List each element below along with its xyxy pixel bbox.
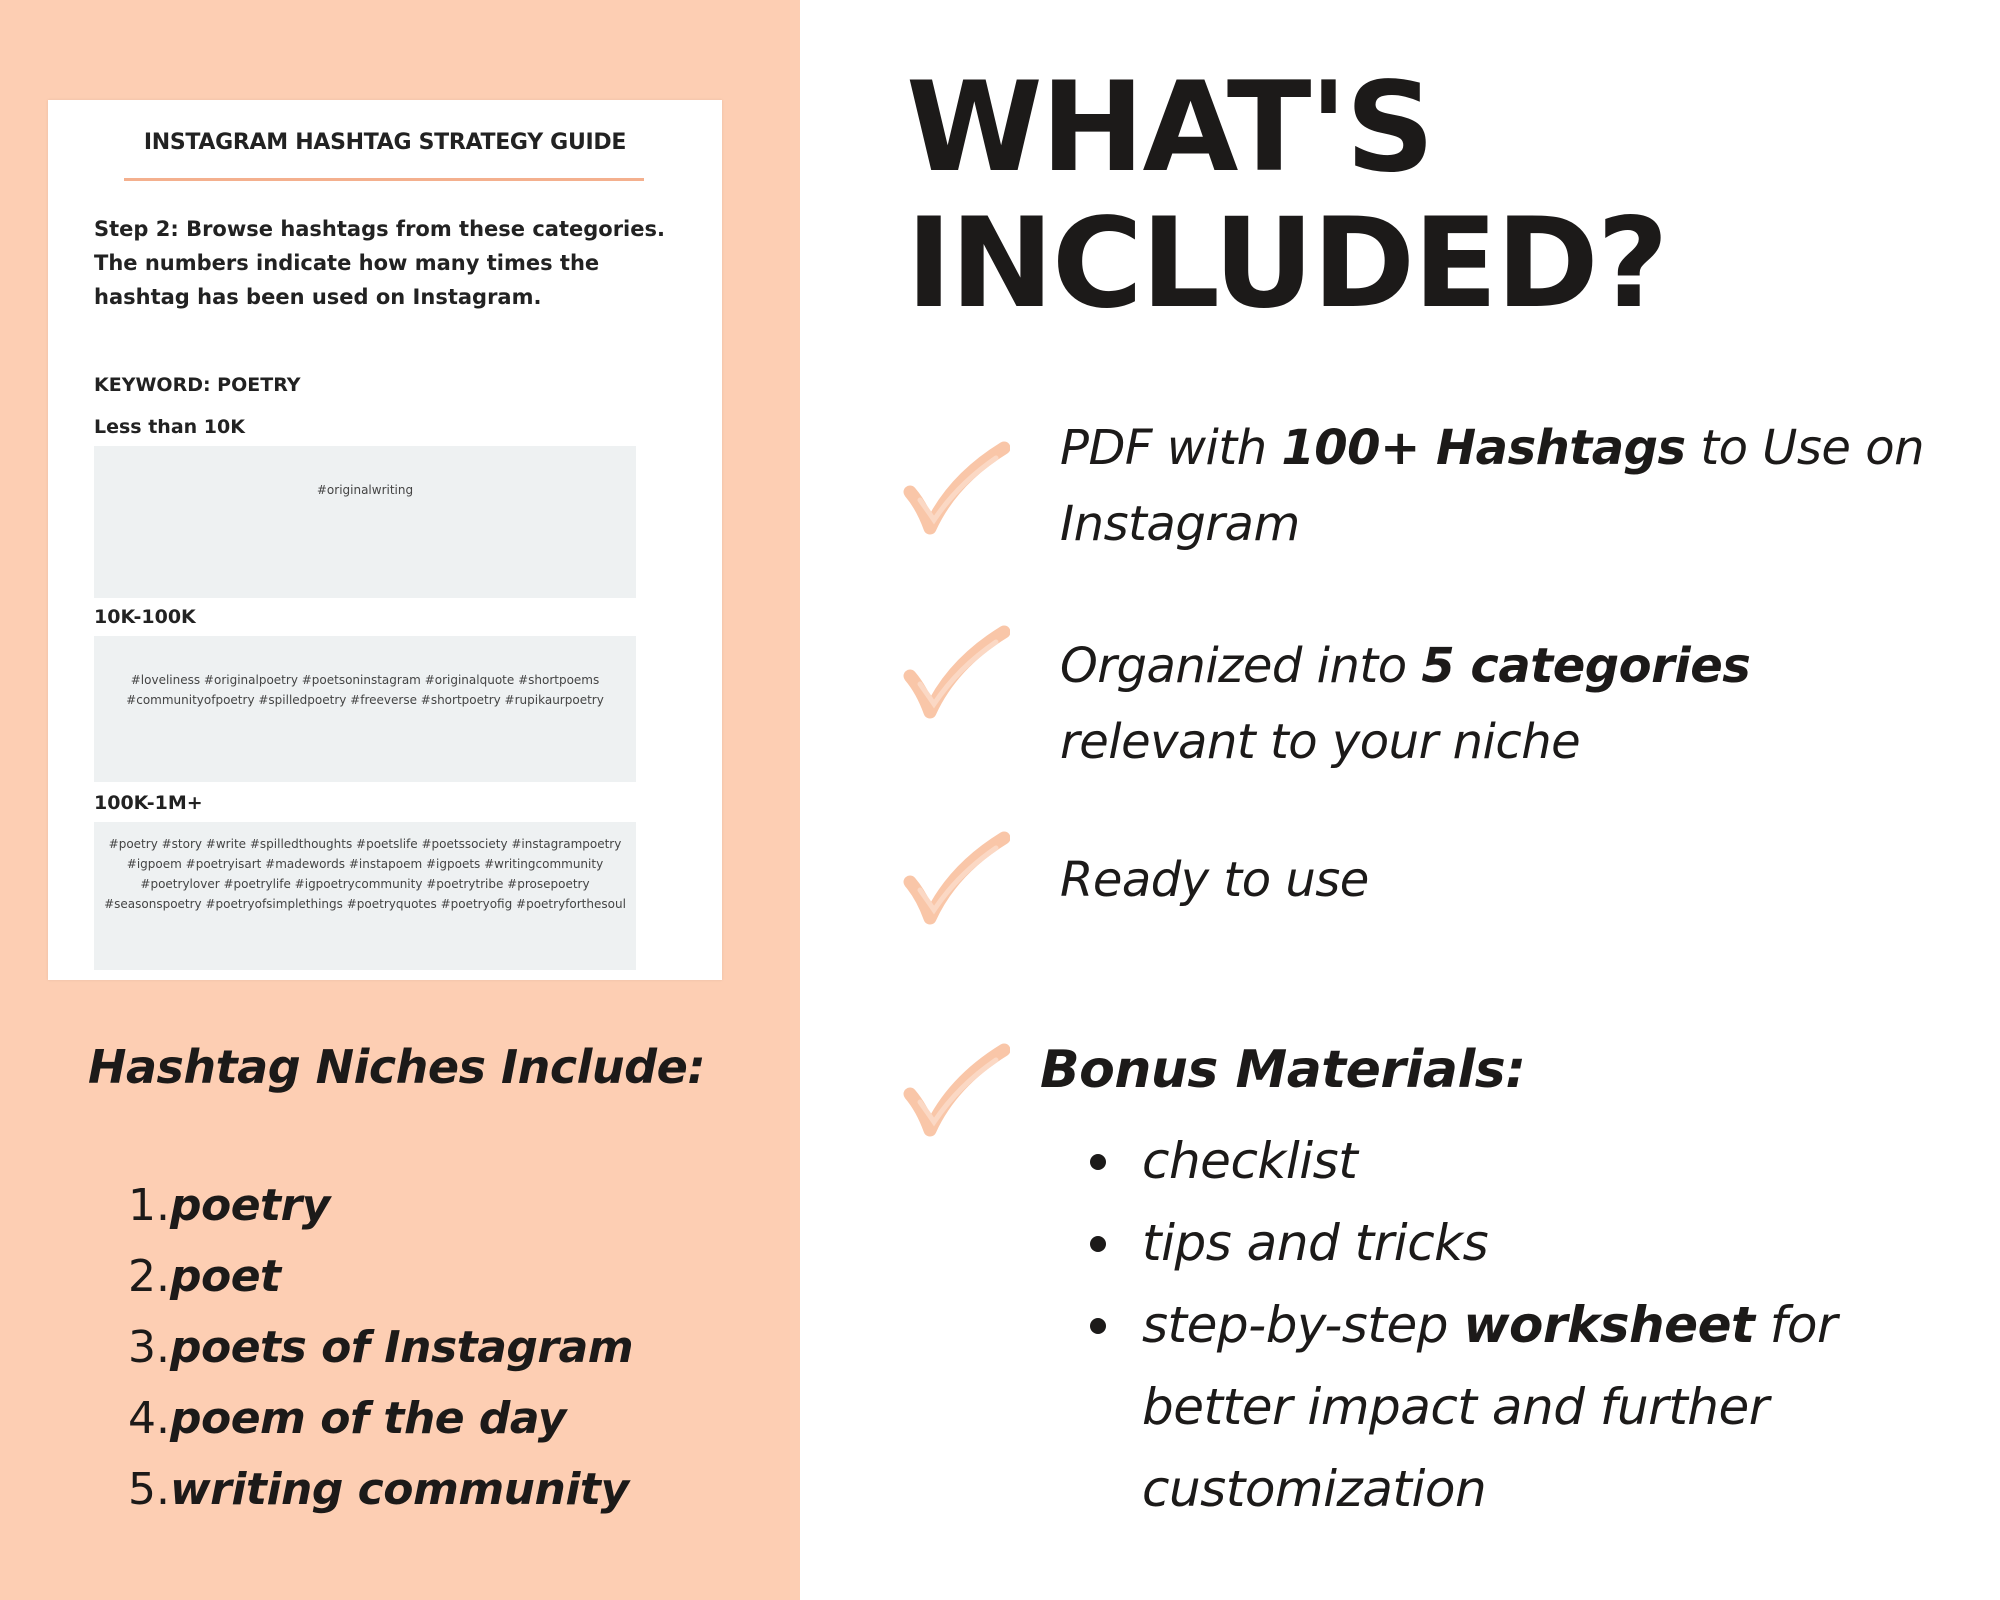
bonus-list: [1090, 1120, 1950, 1530]
guide-title-underline: [124, 178, 644, 181]
feature-text-post: to Use on Instagram: [1060, 420, 1924, 552]
guide-preview-card: [48, 100, 722, 980]
feature-text-bold: 100+ Hashtags: [1281, 420, 1686, 476]
tier-tags-10k-100k: #loveliness #originalpoetry #poetsoninstagram #originalquote #shortpoems #communityofpoetry #spilledpoetry #freeverse #shortpoetry #rupikaurpoetry: [126, 673, 604, 707]
niche-list: [128, 1180, 633, 1535]
guide-keyword: KEYWORD: POETRY: [94, 374, 301, 396]
checkmark-icon: [900, 1042, 1010, 1142]
checkmark-icon: [900, 830, 1010, 930]
niche-text: poem of the day: [169, 1393, 566, 1444]
bonus-title: Bonus Materials:: [1040, 1040, 1526, 1100]
tier-box-10k-100k: [94, 636, 636, 782]
feature-text-post: relevant to your niche: [1060, 714, 1581, 770]
tier-label-100k-1m: 100K-1M+: [94, 792, 203, 814]
bonus-text-pre: tips and tricks: [1142, 1214, 1489, 1272]
bonus-item: [1090, 1284, 1950, 1530]
bonus-item: [1090, 1202, 1950, 1284]
guide-title: INSTAGRAM HASHTAG STRATEGY GUIDE: [143, 130, 627, 155]
tier-label-10k-100k: 10K-100K: [94, 606, 196, 628]
whats-included-title: [906, 56, 1956, 336]
bonus-text-pre: step-by-step: [1142, 1296, 1464, 1354]
feature-text-pre: PDF with: [1060, 420, 1282, 476]
niche-text: poetry: [169, 1180, 330, 1231]
feature-text-bold: 5 categories: [1421, 638, 1751, 694]
niche-text: writing community: [169, 1464, 629, 1515]
niche-text: poet: [169, 1251, 281, 1302]
checkmark-icon: [900, 624, 1010, 724]
niche-number: 4.: [128, 1393, 170, 1444]
niches-heading: Hashtag Niches Include:: [88, 1040, 706, 1094]
title-line-2: INCLUDED?: [906, 192, 1667, 336]
feature-text-pre: Ready to use: [1060, 852, 1369, 908]
bonus-item: [1090, 1120, 1950, 1202]
niche-item: [128, 1180, 633, 1251]
niche-number: 2.: [128, 1251, 170, 1302]
bullet-icon: [1090, 1318, 1106, 1334]
niche-text: poets of Instagram: [169, 1322, 634, 1373]
bonus-text-post: for better impact and further customization: [1142, 1296, 1838, 1518]
tier-tags-less-10k: #originalwriting: [316, 483, 414, 497]
tier-tags-100k-1m: #poetry #story #write #spilledthoughts #poetslife #poetssociety #instagrampoetry #igpoem #poetryisart #madewords #instapoem #igpoets #writingcommunity #poetrylover #poetrylife #igpoetrycommunity #poetrytribe #prosepoetry #seasonspoetry #poetryofsimplethings #poetryquotes #poetryofig #poetryforthesoul: [104, 837, 626, 911]
niche-item: [128, 1322, 633, 1393]
checkmark-icon: [900, 440, 1010, 540]
feature-ready: [1060, 842, 1940, 918]
tier-box-less-10k: [94, 446, 636, 598]
title-line-1: WHAT'S: [906, 56, 1433, 200]
bonus-text-bold: worksheet: [1463, 1296, 1755, 1354]
bullet-icon: [1090, 1154, 1106, 1170]
niche-number: 5.: [128, 1464, 170, 1515]
bullet-icon: [1090, 1236, 1106, 1252]
niche-item: [128, 1393, 633, 1464]
tier-label-less-10k: Less than 10K: [94, 416, 245, 438]
bonus-text-pre: checklist: [1142, 1132, 1358, 1190]
left-panel: [0, 0, 800, 1600]
feature-categories: [1060, 628, 1940, 780]
niche-number: 3.: [128, 1322, 170, 1373]
niche-item: [128, 1251, 633, 1322]
guide-step-text: Step 2: Browse hashtags from these categories. The numbers indicate how many times the hashtag has been used on Instagram.: [94, 217, 665, 309]
feature-text-pre: Organized into: [1060, 638, 1422, 694]
feature-hashtags: [1060, 410, 1940, 562]
tier-box-100k-1m: [94, 822, 636, 970]
niche-number: 1.: [128, 1180, 170, 1231]
niche-item: [128, 1464, 633, 1535]
